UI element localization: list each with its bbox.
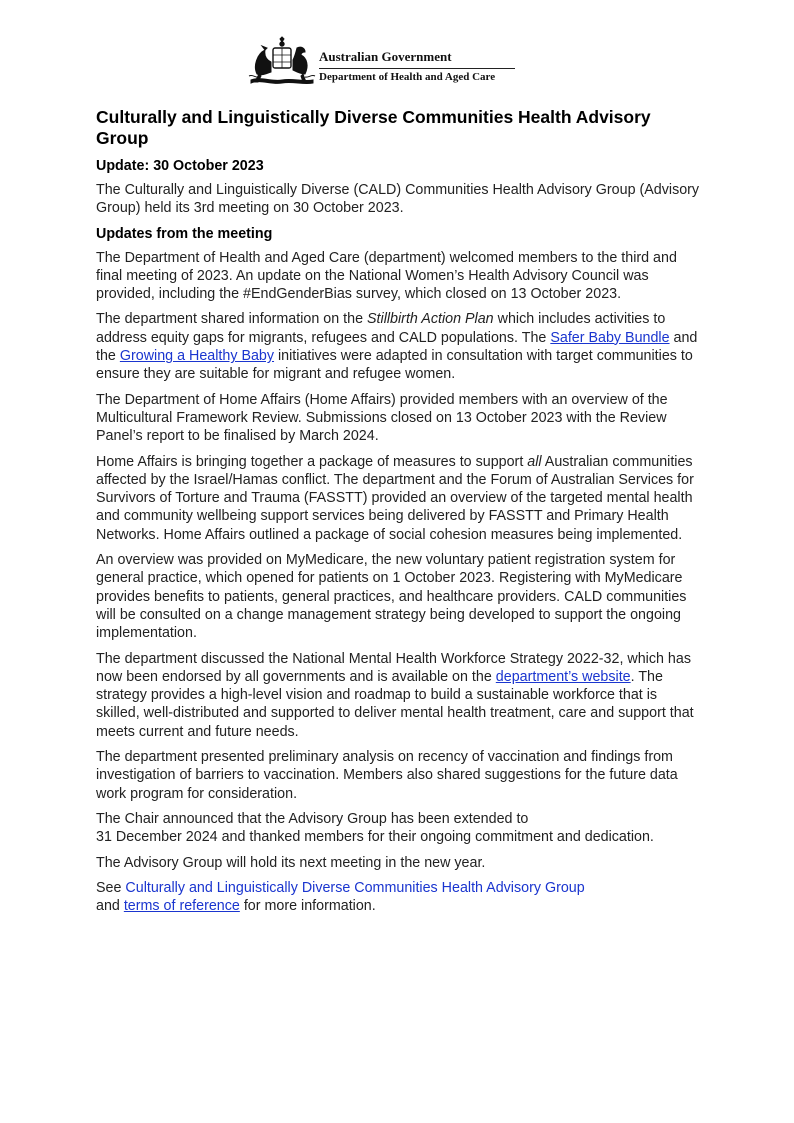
safer-baby-bundle-link[interactable]: Safer Baby Bundle [550,329,670,346]
text-segment: The department discussed the National Mental Health Workforce Strategy 2022-32, which has now been endorsed by all governments and is available on the [96,650,691,685]
update-heading: Update: 30 October 2023 [96,158,264,174]
paragraph-multicultural-review: The Department of Home Affairs (Home Affairs) provided members with an overview of the Multicultural Framework Review. Submissions closed on 13 October 2023 with the Review Panel’s report to be finalised by March 2024. [96,391,668,445]
department-website-link[interactable]: department’s website [495,668,631,685]
section-heading: Updates from the meeting [96,225,273,242]
growing-healthy-baby-link[interactable]: Growing a Healthy Baby [119,348,275,365]
text-segment: and the [96,329,698,365]
paragraph-more-information [96,879,702,916]
text-segment: The Chair announced that the Advisory Group has been extended to [96,810,529,827]
stillbirth-plan-title: Stillbirth Action Plan [367,311,494,328]
emphasis-all: all [527,453,542,470]
paragraph-next-meeting: The Advisory Group will hold its next meeting in the new year. [96,854,486,871]
text-segment: and [96,898,124,915]
text-segment: The department shared information on the [96,311,368,328]
text-segment: . The strategy provides a high-level vision and roadmap to build a sustainable workforce that is skilled, well-distributed and supported to deliver mental health treatment, care and support that meets current and future needs. [96,668,694,740]
text-segment: for more information. [239,898,376,915]
text-segment: Australian communities affected by the Israel/Hamas conflict. The department and the Forum of Australian Services for Survivors of Torture and Trauma (FASSTT) provided an overview of the targeted mental health and community wellbeing support services being delivered by FASSTT and Primary Health Networks. Home Affairs outlined a package of social cohesion measures being implemented. [96,453,694,543]
government-logo [247,36,517,88]
terms-of-reference-link[interactable]: terms of reference [123,898,240,915]
text-segment: Home Affairs is bringing together a package of measures to support [96,453,528,470]
paragraph-mymedicare: An overview was provided on MyMedicare, the new voluntary patient registration system for general practice, which opened for patients on 1 October 2023. Registering with MyMedicare provides benefits to patients, general practices, and healthcare providers. CALD communities will be consulted on a change management strategy being developed to support the ongoing implementation. [96,552,687,642]
coat-of-arms-icon [247,36,317,88]
intro-paragraph: The Culturally and Linguistically Diverse (CALD) Communities Health Advisory Group (Advisory Group) held its 3rd meeting on 30 October 2023. [96,182,700,217]
logo-divider [319,68,515,69]
government-name: Australian Government [319,49,452,64]
paragraph-vaccination-analysis: The department presented preliminary analysis on recency of vaccination and findings from investigation of barriers to vaccination. Members also shared suggestions for the future data work program for consideration. [96,749,678,802]
document-body [96,107,702,922]
text-segment: initiatives were adapted in consultation with target communities to ensure they are suitable for migrant and refugee women. [96,348,693,383]
advisory-group-link[interactable]: Culturally and Linguistically Diverse Communities Health Advisory Group [125,879,585,896]
document-title: Culturally and Linguistically Diverse Communities Health Advisory Group [96,107,651,148]
department-name: Department of Health and Aged Care [319,71,496,83]
paragraph-stillbirth-plan [96,310,702,383]
text-segment: which includes activities to address equity gaps for migrants, refugees and CALD populations. The [96,311,666,346]
text-segment: See [96,879,126,896]
text-segment: 31 December 2024 and thanked members for their ongoing commitment and dedication. [96,829,654,846]
paragraph-mental-health-workforce [96,650,702,741]
paragraph-advisory-group-extension [96,810,702,847]
paragraph-women-health-council: The Department of Health and Aged Care (department) welcomed members to the third and final meeting of 2023. An update on the National Women’s Health Advisory Council was provided, including the #EndGenderBias survey, which closed on 13 October 2023. [96,249,677,303]
paragraph-israel-hamas-support [96,453,702,544]
